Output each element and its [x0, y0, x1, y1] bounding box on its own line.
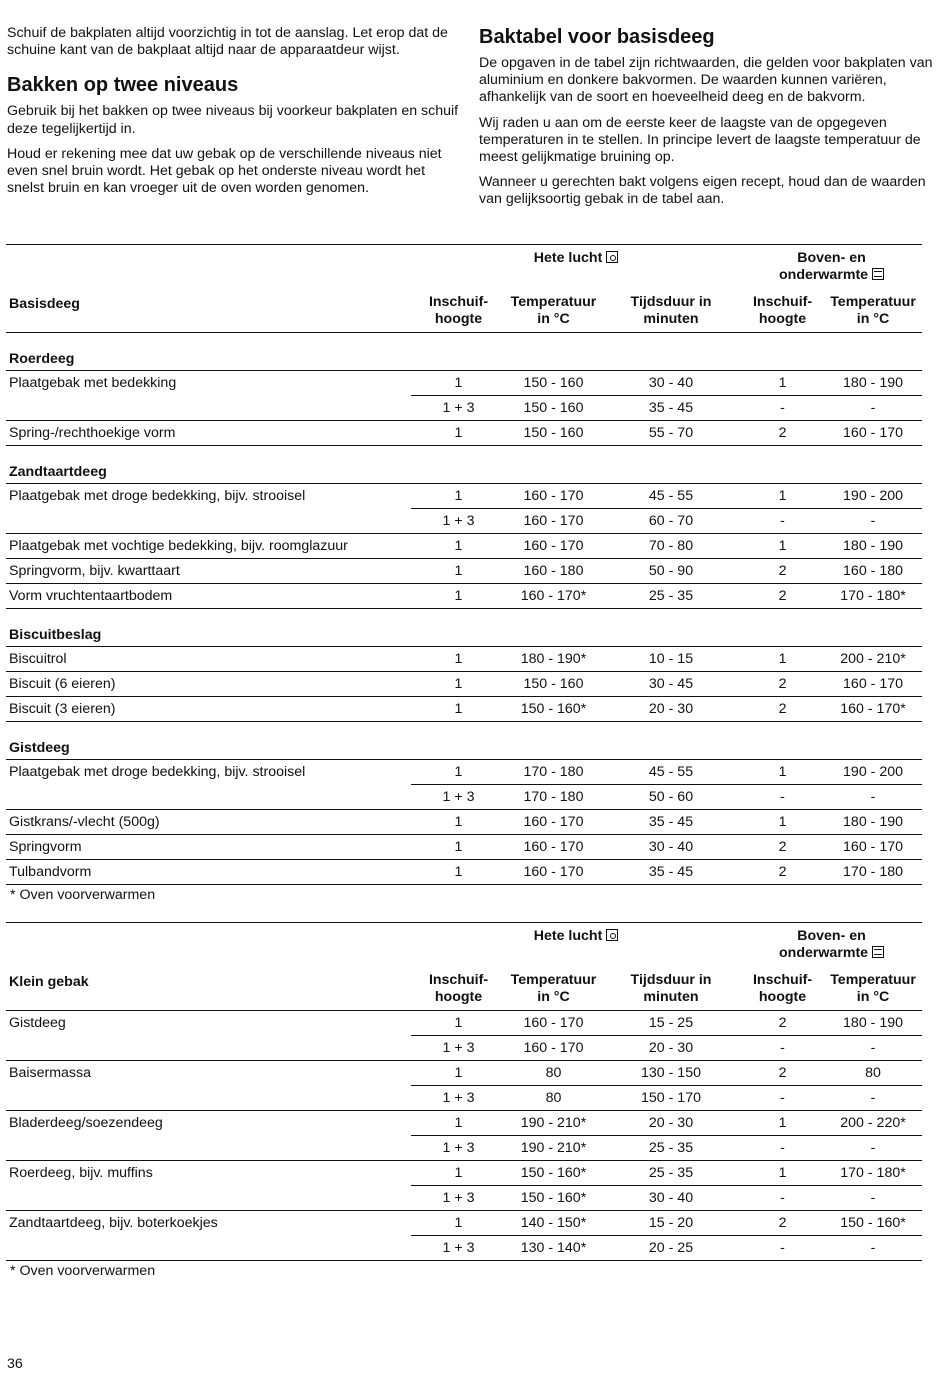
top-bottom-heat-header: Boven- en onderwarmte: [741, 245, 922, 295]
cell-value: -: [824, 1036, 922, 1061]
cell-value: 180 - 190: [824, 1011, 922, 1036]
cell-value: 1: [411, 672, 506, 697]
cell-value: 150 - 160*: [506, 1161, 601, 1186]
cell-value: 190 - 200: [824, 484, 922, 509]
empty-cell: [741, 446, 824, 484]
table-row: [6, 1236, 922, 1261]
empty-cell: [506, 609, 601, 647]
category-label: Zandtaartdeeg: [6, 446, 411, 484]
table-row: [6, 421, 922, 446]
category-row: [6, 333, 922, 371]
cell-value: 160 - 170: [506, 860, 601, 885]
col-header-level: Inschuif- hoogte: [741, 972, 824, 1011]
cell-value: 1: [411, 1061, 506, 1086]
table-row: [6, 1086, 922, 1111]
cell-value: 10 - 15: [601, 647, 741, 672]
col-header-temperature: Temperatuur in °C: [824, 972, 922, 1011]
cell-value: 50 - 60: [601, 785, 741, 810]
category-row: [6, 446, 922, 484]
cell-value: 160 - 170*: [824, 697, 922, 722]
paragraph: Gebruik bij het bakken op twee niveaus bij voorkeur bakplaten en schuif deze tegelijkertijd in.: [7, 103, 459, 137]
empty-cell: [824, 446, 922, 484]
empty-cell: [601, 722, 741, 760]
hot-air-header: Hete lucht: [411, 923, 741, 973]
cell-value: 160 - 170: [824, 835, 922, 860]
row-label: Plaatgebak met vochtige bedekking, bijv. roomglazuur: [6, 534, 411, 559]
cell-value: 180 - 190: [824, 534, 922, 559]
hot-air-header: Hete lucht: [411, 245, 741, 295]
row-label: Vorm vruchtentaartbodem: [6, 584, 411, 609]
cell-value: -: [741, 785, 824, 810]
cell-value: 160 - 170: [506, 484, 601, 509]
left-column: [7, 25, 462, 205]
cell-value: -: [741, 1236, 824, 1261]
cell-value: 190 - 210*: [506, 1111, 601, 1136]
row-label: Gistdeeg: [9, 1015, 66, 1032]
table-row: [6, 509, 922, 534]
cell-value: 150 - 160*: [506, 1186, 601, 1211]
row-label: Plaatgebak met droge bedekking, bijv. strooisel: [9, 488, 306, 505]
col-header-temperature: Temperatuur in °C: [506, 972, 601, 1011]
cell-value: 1: [411, 421, 506, 446]
row-label: Roerdeeg, bijv. muffins: [9, 1165, 153, 1182]
category-label: Biscuitbeslag: [6, 609, 411, 647]
category-label: Gistdeeg: [6, 722, 411, 760]
empty-cell: [824, 333, 922, 371]
right-column: [479, 25, 934, 217]
table-row: [6, 396, 922, 421]
cell-value: 1: [411, 1111, 506, 1136]
empty-cell: [824, 722, 922, 760]
cell-value: 1: [411, 534, 506, 559]
cell-value: 80: [824, 1061, 922, 1086]
cell-value: 1: [741, 534, 824, 559]
cell-value: 160 - 180: [824, 559, 922, 584]
row-label: Springvorm, bijv. kwarttaart: [6, 559, 411, 584]
cell-value: 45 - 55: [601, 760, 741, 785]
cell-value: 1: [411, 1211, 506, 1236]
cell-value: 150 - 170: [601, 1086, 741, 1111]
cell-value: 45 - 55: [601, 484, 741, 509]
cell-value: 1 + 3: [411, 396, 506, 421]
empty-cell: [824, 609, 922, 647]
cell-value: 1: [741, 1161, 824, 1186]
cell-value: 55 - 70: [601, 421, 741, 446]
table-row: [6, 672, 922, 697]
cell-value: -: [741, 509, 824, 534]
cell-value: 20 - 30: [601, 1036, 741, 1061]
cell-value: 1: [411, 371, 506, 396]
row-label: [6, 1086, 411, 1111]
top-bottom-heat-header: Boven- en onderwarmte: [741, 923, 922, 973]
cell-value: 150 - 160: [506, 672, 601, 697]
cell-value: 2: [741, 1061, 824, 1086]
table-row: [6, 371, 922, 396]
cell-value: -: [741, 396, 824, 421]
table-row: [6, 697, 922, 722]
category-row: [6, 609, 922, 647]
cell-value: 2: [741, 860, 824, 885]
empty-cell: [411, 609, 506, 647]
table-row: [6, 1161, 922, 1186]
cell-value: 1: [411, 1161, 506, 1186]
cell-value: 150 - 160: [506, 371, 601, 396]
cell-value: 170 - 180*: [824, 1161, 922, 1186]
cell-value: 160 - 170: [824, 421, 922, 446]
cell-value: 60 - 70: [601, 509, 741, 534]
cell-value: 35 - 45: [601, 860, 741, 885]
cell-value: 15 - 25: [601, 1011, 741, 1036]
cell-value: 180 - 190*: [506, 647, 601, 672]
cell-value: -: [741, 1036, 824, 1061]
cell-value: 190 - 210*: [506, 1136, 601, 1161]
cell-value: 1: [741, 371, 824, 396]
empty-cell: [506, 722, 601, 760]
cell-value: -: [824, 396, 922, 421]
cell-value: 30 - 40: [601, 371, 741, 396]
col-header-level: Inschuif- hoogte: [411, 972, 506, 1011]
cell-value: 1 + 3: [411, 1136, 506, 1161]
cell-value: 80: [506, 1086, 601, 1111]
table-row: [6, 484, 922, 509]
cell-value: 160 - 170: [506, 810, 601, 835]
col-header-duration: Tijdsduur in minuten: [601, 972, 741, 1011]
cell-value: 1 + 3: [411, 509, 506, 534]
cell-value: 200 - 220*: [824, 1111, 922, 1136]
row-label: Biscuit (6 eieren): [6, 672, 411, 697]
cell-value: 1 + 3: [411, 1036, 506, 1061]
empty-cell: [601, 609, 741, 647]
empty-cell: [741, 333, 824, 371]
page-number: 36: [7, 1356, 23, 1372]
cell-value: 150 - 160*: [506, 697, 601, 722]
cell-value: 200 - 210*: [824, 647, 922, 672]
empty-cell: [506, 333, 601, 371]
cell-value: 1: [741, 484, 824, 509]
paragraph: Wij raden u aan om de eerste keer de laagste van de opgegeven temperaturen in te stellen. In principe levert de laagste temperatuur de meest gelijkmatige bruining op.: [479, 114, 921, 166]
cell-value: -: [824, 785, 922, 810]
empty-cell: [506, 446, 601, 484]
row-label: Spring-/rechthoekige vorm: [6, 421, 411, 446]
row-label: Gistkrans/-vlecht (500g): [6, 810, 411, 835]
cell-value: 1: [411, 860, 506, 885]
table-row: [6, 584, 922, 609]
table-title: Basisdeeg: [6, 294, 411, 333]
cell-value: 2: [741, 835, 824, 860]
cell-value: 160 - 180: [506, 559, 601, 584]
col-header-level: Inschuif- hoogte: [411, 294, 506, 333]
cell-value: -: [824, 1186, 922, 1211]
table-row: [6, 785, 922, 810]
table-row: [6, 810, 922, 835]
category-label: Roerdeeg: [6, 333, 411, 371]
cell-value: 170 - 180: [824, 860, 922, 885]
cell-value: 180 - 190: [824, 810, 922, 835]
table-row: [6, 1011, 922, 1036]
table-row: [6, 835, 922, 860]
cell-value: 25 - 35: [601, 1161, 741, 1186]
cell-value: 160 - 170*: [506, 584, 601, 609]
cell-value: 160 - 170: [506, 1011, 601, 1036]
empty-cell: [601, 446, 741, 484]
cell-value: 160 - 170: [824, 672, 922, 697]
cell-value: 2: [741, 672, 824, 697]
cell-value: 2: [741, 584, 824, 609]
fan-icon: [606, 929, 618, 941]
table-row: [6, 1186, 922, 1211]
row-label: [6, 1236, 411, 1261]
cell-value: -: [741, 1136, 824, 1161]
empty-cell: [741, 722, 824, 760]
row-label: Baisermassa: [9, 1065, 92, 1082]
row-label: [6, 1036, 411, 1061]
cell-value: 2: [741, 697, 824, 722]
empty-cell: [411, 722, 506, 760]
cell-value: 1: [741, 1111, 824, 1136]
table-row: [6, 1136, 922, 1161]
section-heading-baking-table: Baktabel voor basisdeeg: [479, 26, 715, 48]
cell-value: 50 - 90: [601, 559, 741, 584]
cell-value: 170 - 180*: [824, 584, 922, 609]
cell-value: 20 - 30: [601, 697, 741, 722]
cell-value: 1: [411, 835, 506, 860]
cell-value: 30 - 40: [601, 835, 741, 860]
empty-cell: [411, 446, 506, 484]
table-row: [6, 647, 922, 672]
cell-value: 1: [741, 647, 824, 672]
cell-value: -: [824, 1236, 922, 1261]
top-bottom-heat-icon: [872, 946, 884, 958]
empty-cell: [601, 333, 741, 371]
cell-value: 30 - 40: [601, 1186, 741, 1211]
cell-value: 1: [411, 584, 506, 609]
cell-value: 1: [741, 810, 824, 835]
row-label: [6, 785, 411, 810]
paragraph: Houd er rekening mee dat uw gebak op de verschillende niveaus niet even snel bruin wordt. Het gebak op het onderste niveau wordt het snelst bruin en kan vroeger uit de oven worden genomen.: [7, 145, 442, 197]
cell-value: -: [824, 1086, 922, 1111]
cell-value: 130 - 140*: [506, 1236, 601, 1261]
cell-value: 2: [741, 1011, 824, 1036]
col-header-duration: Tijdsduur in minuten: [601, 294, 741, 333]
row-label: [6, 1136, 411, 1161]
top-bottom-heat-icon: [872, 268, 884, 280]
footnote: * Oven voorverwarmen: [10, 887, 156, 903]
col-header-temperature: Temperatuur in °C: [506, 294, 601, 333]
cell-value: 15 - 20: [601, 1211, 741, 1236]
cell-value: 130 - 150: [601, 1061, 741, 1086]
table-row: [6, 860, 922, 885]
cell-value: -: [741, 1086, 824, 1111]
paragraph: Wanneer u gerechten bakt volgens eigen recept, houd dan de waarden van gelijksoortig gebak in de tabel aan.: [479, 174, 926, 208]
cell-value: 1: [411, 810, 506, 835]
row-label: Springvorm: [6, 835, 411, 860]
cell-value: 1: [411, 697, 506, 722]
cell-value: 70 - 80: [601, 534, 741, 559]
intro-paragraph: Schuif de bakplaten altijd voorzichtig in tot de aanslag. Let erop dat de schuine kant van de bakplaat altijd naar de apparaatdeur wijst.: [7, 25, 448, 59]
cell-value: 2: [741, 421, 824, 446]
cell-value: 1: [411, 484, 506, 509]
col-header-level: Inschuif- hoogte: [741, 294, 824, 333]
cell-value: 150 - 160: [506, 421, 601, 446]
cell-value: 30 - 45: [601, 672, 741, 697]
cell-value: 1 + 3: [411, 1086, 506, 1111]
cell-value: 190 - 200: [824, 760, 922, 785]
cell-value: -: [824, 1136, 922, 1161]
baking-table-klein-gebak: [6, 922, 922, 1261]
row-label: [6, 396, 411, 421]
table-row: [6, 760, 922, 785]
paragraph: De opgaven in de tabel zijn richtwaarden, die gelden voor bakplaten van aluminium en donkere bakvormen. De waarden kunnen variëren, afhankelijk van de soort en hoeveelheid deeg en de bakvorm.: [479, 55, 933, 106]
table-row: [6, 1061, 922, 1086]
cell-value: 1: [411, 559, 506, 584]
row-label: Plaatgebak met droge bedekking, bijv. strooisel: [9, 764, 306, 781]
table-row: [6, 559, 922, 584]
cell-value: -: [741, 1186, 824, 1211]
footnote: * Oven voorverwarmen: [10, 1263, 156, 1279]
row-label: [6, 509, 411, 534]
cell-value: 1: [411, 647, 506, 672]
table-row: [6, 1036, 922, 1061]
cell-value: 20 - 25: [601, 1236, 741, 1261]
cell-value: 160 - 170: [506, 534, 601, 559]
cell-value: 20 - 30: [601, 1111, 741, 1136]
table-row: [6, 534, 922, 559]
fan-icon: [606, 251, 618, 263]
cell-value: 35 - 45: [601, 810, 741, 835]
category-row: [6, 722, 922, 760]
cell-value: 1 + 3: [411, 1186, 506, 1211]
cell-value: 170 - 180: [506, 785, 601, 810]
cell-value: 2: [741, 559, 824, 584]
cell-value: 1: [741, 760, 824, 785]
empty-cell: [411, 333, 506, 371]
table-row: [6, 1111, 922, 1136]
cell-value: 1 + 3: [411, 1236, 506, 1261]
cell-value: 170 - 180: [506, 760, 601, 785]
cell-value: 80: [506, 1061, 601, 1086]
table-title: Klein gebak: [6, 972, 411, 1011]
cell-value: 160 - 170: [506, 1036, 601, 1061]
cell-value: 2: [741, 1211, 824, 1236]
cell-value: 1: [411, 1011, 506, 1036]
cell-value: 35 - 45: [601, 396, 741, 421]
row-label: Biscuitrol: [6, 647, 411, 672]
baking-table-basisdeeg: [6, 244, 922, 885]
empty-cell: [741, 609, 824, 647]
cell-value: 140 - 150*: [506, 1211, 601, 1236]
row-label: Biscuit (3 eieren): [6, 697, 411, 722]
cell-value: 160 - 170: [506, 509, 601, 534]
cell-value: 25 - 35: [601, 584, 741, 609]
cell-value: 1: [411, 760, 506, 785]
row-label: Zandtaartdeeg, bijv. boterkoekjes: [9, 1215, 218, 1232]
cell-value: 1 + 3: [411, 785, 506, 810]
col-header-temperature: Temperatuur in °C: [824, 294, 922, 333]
table-row: [6, 1211, 922, 1236]
cell-value: -: [824, 509, 922, 534]
section-heading-two-levels: Bakken op twee niveaus: [7, 74, 239, 97]
cell-value: 150 - 160*: [824, 1211, 922, 1236]
row-label: Bladerdeeg/soezendeeg: [9, 1115, 163, 1132]
row-label: [6, 1186, 411, 1211]
cell-value: 25 - 35: [601, 1136, 741, 1161]
cell-value: 150 - 160: [506, 396, 601, 421]
row-label: Tulbandvorm: [6, 860, 411, 885]
cell-value: 160 - 170: [506, 835, 601, 860]
row-label: Plaatgebak met bedekking: [9, 375, 177, 392]
cell-value: 180 - 190: [824, 371, 922, 396]
